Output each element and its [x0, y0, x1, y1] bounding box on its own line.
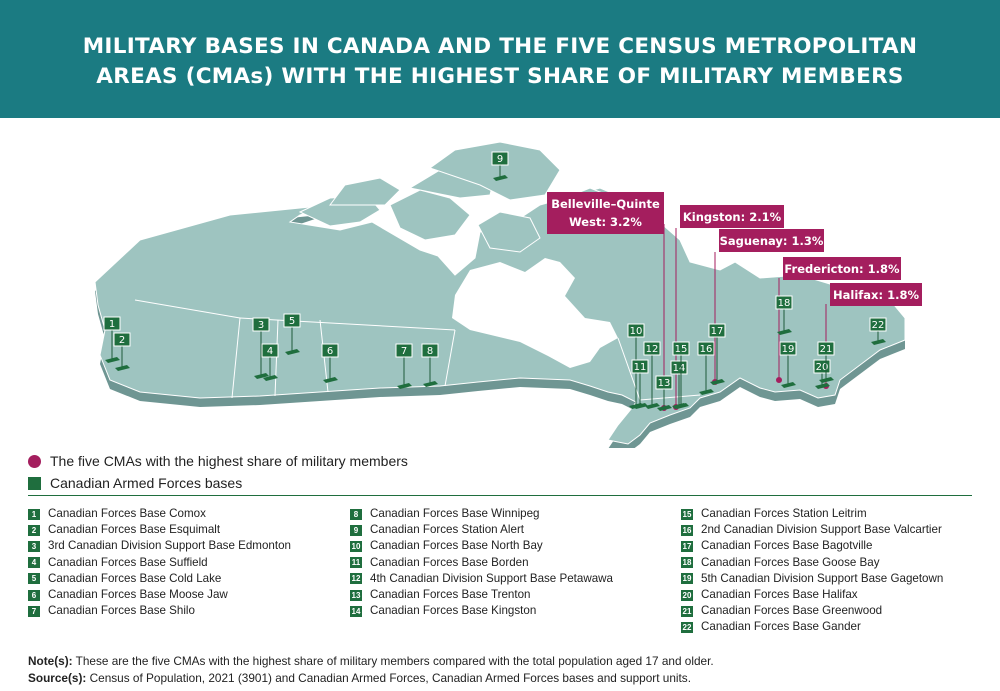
page-title	[40, 32, 960, 92]
base-name: Canadian Forces Base Moose Jaw	[48, 588, 228, 602]
flag-number: 21	[819, 344, 833, 355]
base-name: Canadian Forces Base Greenwood	[701, 604, 883, 618]
base-number-badge: 15	[682, 509, 692, 519]
cma-label-saguenay: Saguenay: 1.3%	[719, 234, 824, 248]
title-line-2: AREAS (CMAs) WITH THE HIGHEST SHARE OF MILITARY MEMBERS	[96, 64, 904, 89]
base-number-badge: 6	[28, 590, 40, 601]
base-number-badge: 14	[351, 606, 361, 616]
cma-label-fredericton: Fredericton: 1.8%	[784, 262, 900, 276]
base-number-badge: 9	[350, 525, 362, 536]
base-name: Canadian Forces Base Borden	[370, 555, 529, 569]
note-text: These are the five CMAs with the highest share of military members compared with the total population aged 17 and older.	[72, 654, 714, 668]
base-name: Canadian Forces Base Gander	[701, 620, 861, 634]
base-list-item	[681, 619, 943, 635]
base-name: 3rd Canadian Division Support Base Edmonton	[48, 539, 291, 553]
base-number-badge: 12	[351, 574, 361, 584]
base-list-item	[28, 587, 291, 603]
base-number-badge: 11	[351, 558, 361, 568]
footnotes	[28, 653, 714, 687]
base-list-column-3	[681, 506, 943, 636]
flag-number: 6	[326, 346, 334, 357]
base-name: Canadian Forces Station Alert	[370, 523, 525, 537]
flag-number: 13	[657, 378, 671, 389]
base-number-badge: 7	[28, 606, 40, 617]
base-number-badge: 21	[682, 606, 692, 616]
base-number-badge: 2	[28, 525, 40, 536]
base-name: Canadian Forces Base Winnipeg	[370, 507, 540, 520]
flag-number: 20	[815, 362, 829, 373]
flag-number: 22	[871, 320, 885, 331]
base-number-badge: 17	[682, 542, 692, 551]
base-number-badge: 20	[682, 590, 692, 600]
base-number-badge: 18	[682, 558, 692, 568]
base-number-badge: 5	[28, 573, 40, 584]
flag-number: 4	[266, 346, 274, 357]
legend-cma-label: The five CMAs with the highest share of military members	[50, 453, 408, 469]
flag-number: 2	[118, 335, 126, 346]
base-number-badge: 8	[350, 509, 362, 520]
canada-map	[0, 118, 1000, 448]
note-line	[28, 653, 714, 670]
map-legend	[28, 450, 988, 494]
base-number-badge: 10	[351, 542, 361, 551]
base-list-column-2	[350, 506, 613, 619]
base-number-badge: 16	[682, 525, 692, 535]
base-name: Canadian Forces Base Cold Lake	[48, 571, 222, 585]
cma-callout-belleville	[547, 192, 664, 234]
base-list-item	[28, 538, 291, 554]
base-name: Canadian Forces Base Shilo	[48, 604, 195, 618]
flag-number: 1	[108, 319, 116, 330]
source-label: Source(s):	[28, 671, 87, 685]
base-list-item	[681, 587, 943, 603]
cma-dot-icon	[28, 455, 41, 468]
base-list-item	[681, 571, 943, 587]
base-list-item	[350, 522, 613, 538]
base-list-item	[28, 555, 291, 571]
flag-number: 18	[777, 298, 791, 309]
base-list-item	[28, 522, 291, 538]
note-label: Note(s):	[28, 654, 73, 668]
base-list-item	[350, 538, 613, 554]
base-number-badge: 22	[682, 623, 692, 633]
base-number-badge: 4	[28, 557, 40, 568]
flag-number: 9	[496, 154, 504, 165]
base-list-item	[350, 555, 613, 571]
cma-label-belleville-line1: Belleville–Quinte	[551, 197, 660, 211]
base-name: Canadian Forces Base Comox	[48, 507, 206, 520]
base-number-badge: 19	[682, 574, 692, 584]
legend-bases	[28, 472, 988, 494]
flag-number: 3	[257, 320, 265, 331]
legend-divider	[28, 495, 972, 496]
base-list-item	[350, 603, 613, 619]
base-name: Canadian Forces Base Kingston	[370, 604, 537, 618]
cma-label-belleville-line2: West: 3.2%	[569, 215, 642, 229]
base-number-badge: 1	[28, 509, 40, 520]
base-name: Canadian Forces Station Leitrim	[701, 507, 867, 520]
cma-callout-halifax	[830, 283, 922, 306]
source-line	[28, 670, 714, 687]
cma-callout-saguenay	[719, 229, 824, 252]
base-list-item	[681, 555, 943, 571]
legend-cma	[28, 450, 988, 472]
base-list-item	[681, 506, 943, 522]
cma-callout-kingston	[680, 205, 784, 228]
flag-number: 8	[426, 346, 434, 357]
title-line-1: MILITARY BASES IN CANADA AND THE FIVE CENSUS METROPOLITAN	[82, 34, 918, 59]
base-list-item	[681, 538, 943, 554]
flag-number: 11	[633, 362, 647, 373]
cma-label-kingston: Kingston: 2.1%	[682, 210, 782, 224]
base-list-item	[681, 603, 943, 619]
base-name: Canadian Forces Base Bagotville	[701, 539, 873, 553]
cma-callout-fredericton	[783, 257, 901, 280]
base-name: 5th Canadian Division Support Base Gagetown	[701, 571, 944, 585]
flag-number: 5	[288, 316, 296, 327]
flag-number: 7	[400, 346, 408, 357]
source-text: Census of Population, 2021 (3901) and Canadian Armed Forces, Canadian Armed Forces bases and support units.	[86, 671, 691, 685]
flag-number: 14	[672, 363, 686, 374]
base-list-item	[350, 506, 613, 522]
flag-number: 17	[710, 326, 724, 337]
base-list-item	[28, 571, 291, 587]
base-list-item	[681, 522, 943, 538]
base-number-badge: 3	[28, 541, 40, 552]
flag-number: 12	[645, 344, 659, 355]
cma-label-halifax: Halifax: 1.8%	[833, 288, 919, 302]
flag-number: 16	[699, 344, 713, 355]
flag-number: 10	[629, 326, 643, 337]
base-name: Canadian Forces Base Halifax	[701, 588, 858, 602]
base-square-icon	[28, 477, 41, 490]
base-name: Canadian Forces Base Trenton	[370, 588, 531, 602]
flag-number: 15	[674, 344, 688, 355]
base-number-badge: 13	[351, 590, 361, 600]
base-list-item	[350, 587, 613, 603]
base-name: Canadian Forces Base Suffield	[48, 555, 208, 569]
base-name: Canadian Forces Base North Bay	[370, 539, 543, 553]
base-name: Canadian Forces Base Goose Bay	[701, 555, 880, 569]
legend-bases-label: Canadian Armed Forces bases	[50, 475, 243, 491]
base-name: Canadian Forces Base Esquimalt	[48, 523, 221, 537]
base-list-item	[350, 571, 613, 587]
base-name: 2nd Canadian Division Support Base Valcartier	[701, 523, 942, 537]
base-name: 4th Canadian Division Support Base Petawawa	[370, 571, 613, 585]
base-list-column-1	[28, 506, 291, 619]
flag-number: 19	[781, 344, 795, 355]
base-list-item	[28, 603, 291, 619]
base-list-item	[28, 506, 291, 522]
